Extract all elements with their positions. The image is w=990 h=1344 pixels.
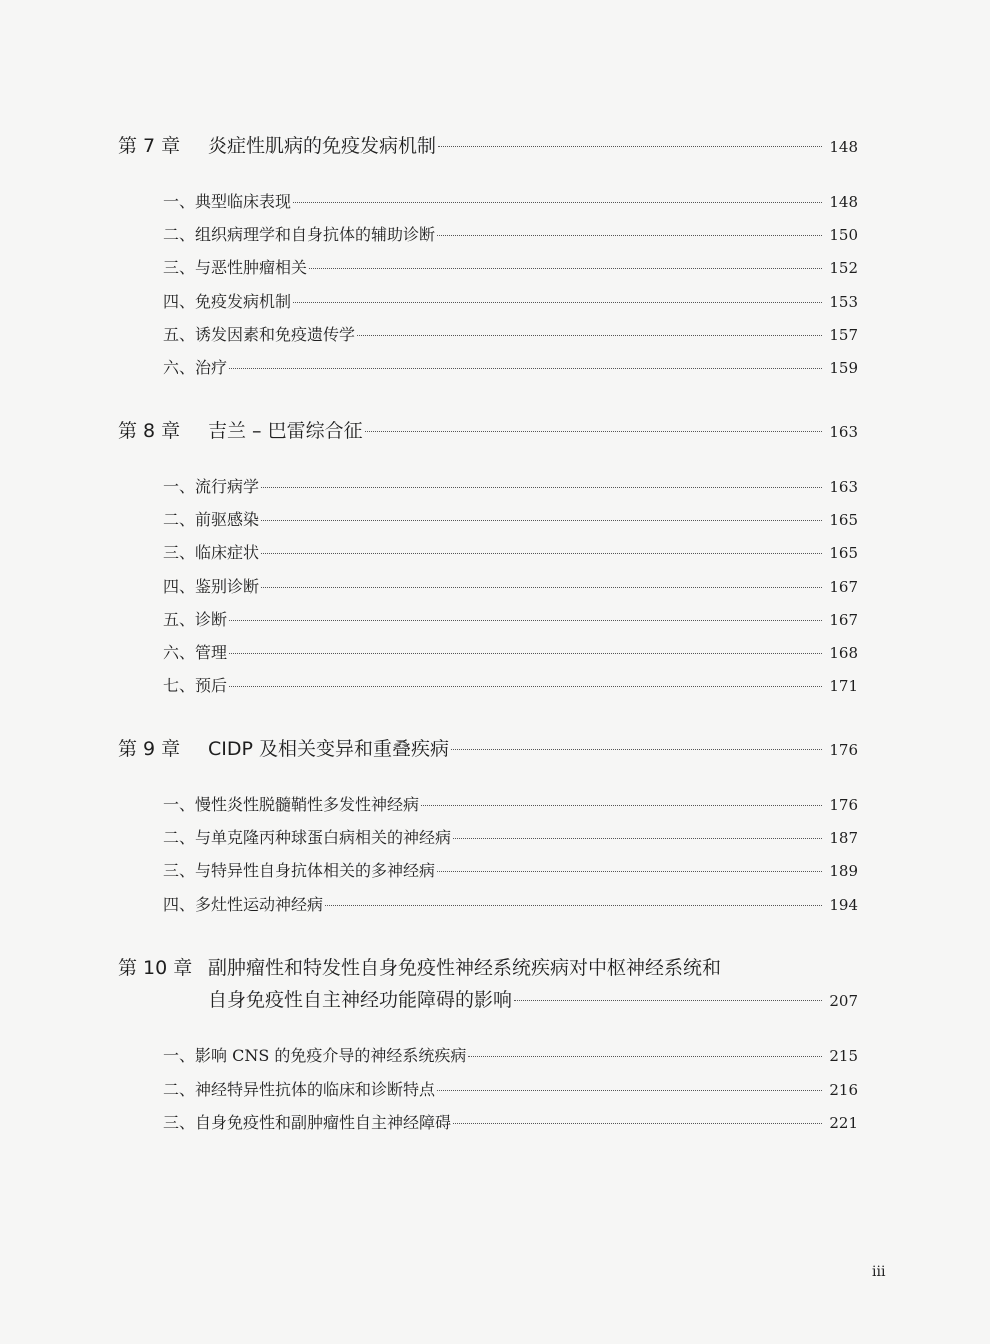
dot-leader	[261, 553, 822, 554]
section-title: 四、免疫发病机制	[163, 292, 292, 311]
section-title: 一、影响 CNS 的免疫介导的神经系统疾病	[163, 1046, 467, 1065]
dot-leader	[357, 335, 822, 336]
dot-leader	[229, 620, 822, 621]
section-title: 一、慢性炎性脱髓鞘性多发性神经病	[163, 795, 420, 814]
section-page-number: 152	[829, 259, 858, 277]
chapter-number: 第 8 章	[118, 420, 181, 442]
dot-leader	[453, 838, 822, 839]
section-page-number: 194	[829, 896, 858, 914]
toc-entry[interactable]	[163, 356, 858, 380]
dot-leader	[293, 302, 822, 303]
section-page-number: 167	[829, 578, 858, 596]
chapter-page-number: 148	[829, 138, 858, 156]
toc-entry[interactable]	[163, 608, 858, 632]
chapter-page-number: 163	[829, 423, 858, 441]
dot-leader	[261, 520, 822, 521]
section-title: 五、诊断	[163, 610, 228, 629]
chapter-page-number: 176	[829, 741, 858, 759]
section-page-number: 216	[829, 1081, 858, 1099]
chapter-heading[interactable]	[118, 952, 858, 1017]
dot-leader	[438, 146, 822, 147]
toc-entry[interactable]	[163, 793, 858, 817]
folio-page-number: iii	[872, 1264, 886, 1280]
section-title: 一、典型临床表现	[163, 192, 292, 211]
toc-entry[interactable]	[163, 190, 858, 214]
toc-entry[interactable]	[163, 575, 858, 599]
section-title: 二、与单克隆丙种球蛋白病相关的神经病	[163, 828, 452, 847]
toc-entry[interactable]	[163, 223, 858, 247]
dot-leader	[365, 431, 822, 432]
section-title: 三、与恶性肿瘤相关	[163, 258, 308, 277]
chapter-number: 第 7 章	[118, 135, 181, 157]
dot-leader	[261, 587, 822, 588]
section-page-number: 165	[829, 511, 858, 529]
section-title: 七、预后	[163, 676, 228, 695]
toc-entry[interactable]	[163, 641, 858, 665]
section-title: 三、临床症状	[163, 543, 260, 562]
toc-entry[interactable]	[163, 859, 858, 883]
section-page-number: 157	[829, 326, 858, 344]
dot-leader	[229, 686, 822, 687]
section-title: 一、流行病学	[163, 477, 260, 496]
section-page-number: 189	[829, 862, 858, 880]
toc-entry[interactable]	[163, 674, 858, 698]
section-title: 五、诱发因素和免疫遗传学	[163, 325, 356, 344]
section-title: 四、多灶性运动神经病	[163, 895, 324, 914]
dot-leader	[468, 1056, 822, 1057]
dot-leader	[261, 487, 822, 488]
toc-entry[interactable]	[163, 290, 858, 314]
chapter-heading[interactable]	[118, 130, 858, 163]
toc-entry[interactable]	[163, 1044, 858, 1068]
section-page-number: 176	[829, 796, 858, 814]
toc-entry[interactable]	[163, 826, 858, 850]
chapter-number: 第 9 章	[118, 738, 181, 760]
chapter-title: 炎症性肌病的免疫发病机制	[208, 135, 437, 157]
dot-leader	[229, 368, 822, 369]
section-title: 二、前驱感染	[163, 510, 260, 529]
section-page-number: 168	[829, 644, 858, 662]
section-title: 二、神经特异性抗体的临床和诊断特点	[163, 1080, 436, 1099]
section-page-number: 150	[829, 226, 858, 244]
section-title: 六、管理	[163, 643, 228, 662]
dot-leader	[514, 1000, 822, 1001]
dot-leader	[437, 871, 822, 872]
dot-leader	[451, 749, 822, 750]
chapter-heading[interactable]	[118, 415, 858, 448]
dot-leader	[309, 268, 822, 269]
section-page-number: 163	[829, 478, 858, 496]
chapter-number: 第 10 章	[118, 957, 193, 979]
chapter-heading[interactable]	[118, 733, 858, 766]
dot-leader	[325, 905, 822, 906]
section-title: 二、组织病理学和自身抗体的辅助诊断	[163, 225, 436, 244]
toc-entry[interactable]	[163, 508, 858, 532]
section-title: 三、自身免疫性和副肿瘤性自主神经障碍	[163, 1113, 452, 1132]
toc-entry[interactable]	[163, 1111, 858, 1135]
dot-leader	[437, 235, 822, 236]
chapter-page-number: 207	[829, 992, 858, 1010]
toc-entry[interactable]	[163, 541, 858, 565]
toc-entry[interactable]	[163, 256, 858, 280]
toc-entry[interactable]	[163, 1078, 858, 1102]
toc-entry[interactable]	[163, 893, 858, 917]
section-page-number: 221	[829, 1114, 858, 1132]
dot-leader	[293, 202, 822, 203]
dot-leader	[453, 1123, 822, 1124]
section-page-number: 167	[829, 611, 858, 629]
section-page-number: 148	[829, 193, 858, 211]
section-title: 六、治疗	[163, 358, 228, 377]
chapter-title-line-1: 副肿瘤性和特发性自身免疫性神经系统疾病对中枢神经系统和	[208, 957, 722, 979]
chapter-title: 吉兰 – 巴雷综合征	[208, 420, 363, 442]
section-page-number: 159	[829, 359, 858, 377]
dot-leader	[229, 653, 822, 654]
toc-entry[interactable]	[163, 475, 858, 499]
section-page-number: 171	[829, 677, 858, 695]
section-page-number: 165	[829, 544, 858, 562]
section-page-number: 153	[829, 293, 858, 311]
toc-entry[interactable]	[163, 323, 858, 347]
section-title: 四、鉴别诊断	[163, 577, 260, 596]
dot-leader	[421, 805, 822, 806]
dot-leader	[437, 1090, 822, 1091]
chapter-title: CIDP 及相关变异和重叠疾病	[208, 738, 449, 760]
section-title: 三、与特异性自身抗体相关的多神经病	[163, 861, 436, 880]
section-page-number: 187	[829, 829, 858, 847]
chapter-title-line-2: 自身免疫性自主神经功能障碍的影响	[208, 989, 513, 1011]
section-page-number: 215	[829, 1047, 858, 1065]
